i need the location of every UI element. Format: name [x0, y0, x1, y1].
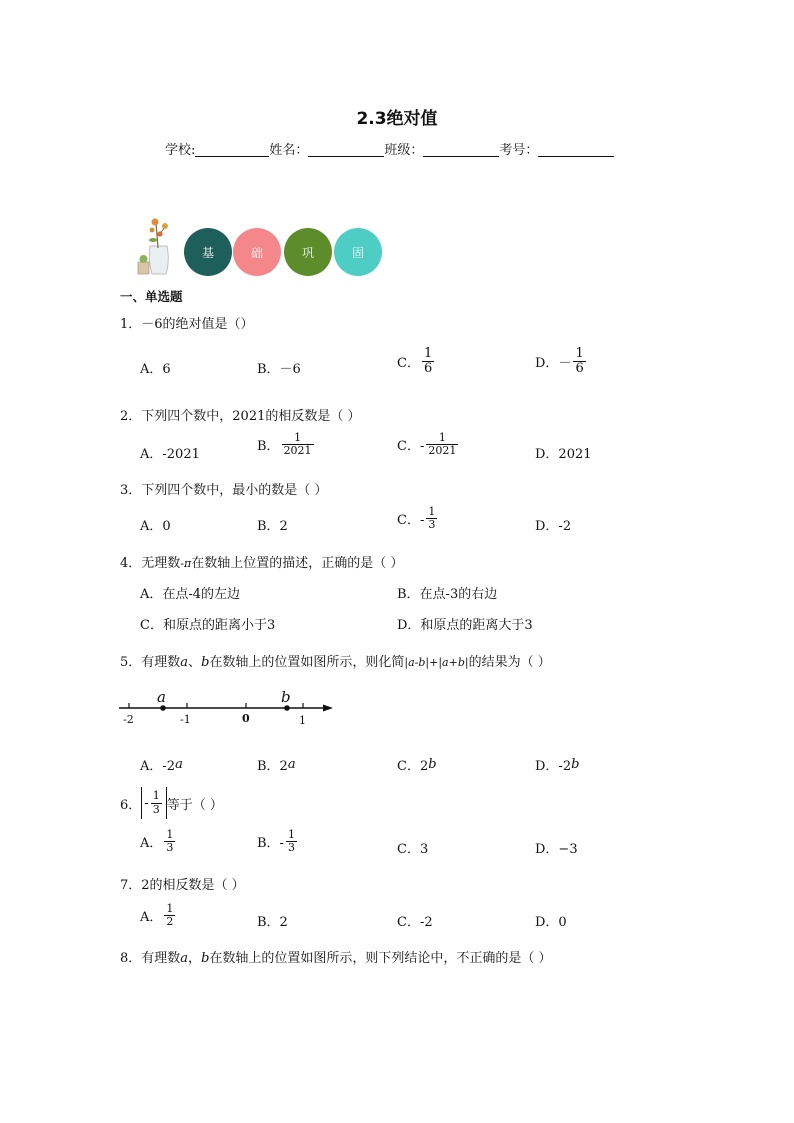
q7-option-d[interactable]: D．0 — [535, 915, 567, 930]
name-blank[interactable] — [308, 142, 384, 157]
q2-b-label: B． — [257, 439, 280, 455]
section-title: 一、单选题 — [120, 289, 183, 304]
q6-a-label: A． — [140, 836, 163, 852]
student-info-line — [165, 139, 614, 158]
q5-option-d[interactable] — [535, 755, 579, 774]
q4-option-c[interactable]: C．和原点的距离小于3 — [140, 618, 276, 633]
axis-tick-neg1: -1 — [180, 713, 191, 726]
q6-option-b[interactable] — [257, 829, 299, 854]
q1-d-label: D．－ — [535, 356, 572, 372]
q3-c-label: C．- — [397, 513, 425, 529]
q6-option-a[interactable] — [140, 829, 177, 854]
q7-a-label: A． — [140, 910, 163, 926]
q6-text-post: 等于（ ） — [166, 797, 223, 813]
q5-var-b: b — [201, 655, 210, 670]
banner-circle-4: 固 — [334, 228, 382, 276]
q2-b-fraction: $\frac{1}{2021}$ — [283, 431, 312, 458]
question-1: 1．－6的绝对值是（） — [120, 317, 254, 332]
q4-text-pre: 4．无理数 — [120, 556, 181, 571]
q3-option-b[interactable]: B．2 — [257, 519, 288, 534]
axis-point-b: b — [281, 688, 291, 706]
q4-option-b[interactable]: B．在点-3的右边 — [397, 587, 498, 602]
q6-number: 6． — [120, 797, 142, 813]
q2-option-d[interactable]: D．2021 — [535, 447, 592, 462]
q1-option-d[interactable] — [535, 347, 588, 377]
class-label: 班级： — [384, 143, 424, 158]
q6-inner-sign: - — [144, 795, 149, 811]
q6-b-fraction: $\frac{1}{3}$ — [287, 828, 295, 855]
exam-number-blank[interactable] — [538, 142, 614, 157]
banner-circle-3: 巩 — [284, 228, 332, 276]
q1-d-fraction: $\frac{1}{6}$ — [575, 346, 584, 377]
q2-option-a[interactable]: A．-2021 — [140, 447, 200, 462]
q1-c-fraction: $\frac{1}{6}$ — [423, 346, 433, 377]
q7-option-a[interactable] — [140, 903, 177, 928]
q3-c-fraction: $\frac{1}{3}$ — [428, 505, 436, 532]
question-5 — [120, 651, 551, 670]
q5-number-line — [115, 686, 340, 730]
exam-number-label: 考号： — [499, 143, 539, 158]
question-7: 7．2的相反数是（ ） — [120, 878, 245, 893]
q2-option-b[interactable] — [257, 432, 316, 457]
q6-option-d[interactable]: D．−3 — [535, 842, 578, 857]
q1-c-label: C． — [397, 356, 420, 372]
q1-option-c[interactable] — [397, 347, 436, 377]
q4-text-post: 在数轴上位置的描述，正确的是（ ） — [191, 556, 404, 571]
school-blank[interactable] — [195, 142, 269, 157]
q8-var-a: a — [180, 951, 189, 966]
question-2: 2．下列四个数中，2021的相反数是（ ） — [120, 409, 361, 424]
q5-c-var: b — [428, 757, 437, 772]
axis-tick-0: 0 — [242, 712, 250, 725]
q5-text-mid: 在数轴上的位置如图所示，则化简 — [209, 655, 405, 670]
q1-option-b[interactable]: B．－6 — [257, 362, 301, 377]
page-title: 2.3绝对值 — [356, 109, 438, 129]
q1-option-a[interactable]: A．6 — [140, 362, 171, 377]
q5-d-var: b — [571, 757, 580, 772]
q5-expression: |a-b|+|a+b| — [404, 656, 469, 669]
q8-var-b: b — [201, 951, 210, 966]
q5-a-text: A．-2 — [140, 759, 176, 774]
question-8 — [120, 947, 552, 966]
axis-point-a: a — [157, 688, 166, 706]
q8-text-post: 在数轴上的位置如图所示，则下列结论中，不正确的是（ ） — [209, 951, 552, 966]
question-4 — [120, 552, 403, 571]
axis-tick-1: 1 — [299, 714, 306, 727]
q6-option-c[interactable]: C．3 — [397, 842, 429, 857]
question-3: 3．下列四个数中，最小的数是（ ） — [120, 483, 328, 498]
q7-option-b[interactable]: B．2 — [257, 915, 288, 930]
q5-option-b[interactable] — [257, 755, 296, 774]
q5-var-a: a — [180, 655, 189, 670]
q8-sep: ， — [188, 951, 202, 966]
q5-b-var: a — [287, 757, 296, 772]
q4-option-a[interactable]: A．在点-4的左边 — [140, 587, 241, 602]
q2-c-label: C．- — [397, 439, 425, 455]
q5-sep: 、 — [188, 655, 202, 670]
question-6 — [120, 787, 223, 819]
q4-option-d[interactable]: D．和原点的距离大于3 — [397, 618, 533, 633]
class-blank[interactable] — [423, 142, 499, 157]
name-label: 姓名： — [269, 143, 309, 158]
q2-c-fraction: $\frac{1}{2021}$ — [428, 431, 457, 458]
q6-b-label: B．- — [257, 836, 284, 852]
q3-option-a[interactable]: A．0 — [140, 519, 171, 534]
banner-circle-1: 基 — [184, 228, 232, 276]
banner-circle-2: 础 — [233, 228, 281, 276]
q5-option-a[interactable] — [140, 755, 183, 774]
plant-vase-icon — [136, 216, 176, 278]
q5-text-pre: 5．有理数 — [120, 655, 181, 670]
q3-option-d[interactable]: D．-2 — [535, 519, 572, 534]
q6-absolute-value — [141, 787, 166, 819]
section-banner — [136, 216, 386, 278]
q3-option-c[interactable] — [397, 506, 439, 531]
q5-a-var: a — [175, 757, 183, 772]
q5-c-text: C．2 — [397, 759, 429, 774]
q8-text-pre: 8．有理数 — [120, 951, 181, 966]
q4-math: -π — [180, 557, 192, 570]
q2-option-c[interactable] — [397, 432, 460, 457]
q6-a-fraction: $\frac{1}{3}$ — [166, 828, 174, 855]
q6-fraction: $\frac{1}{3}$ — [152, 789, 160, 816]
school-label: 学校: — [165, 143, 196, 158]
axis-tick-neg2: -2 — [123, 713, 134, 726]
q7-a-fraction: $\frac{1}{2}$ — [166, 902, 174, 929]
q5-d-text: D．-2 — [535, 759, 572, 774]
q5-option-c[interactable] — [397, 755, 437, 774]
q5-b-text: B．2 — [257, 759, 288, 774]
q7-option-c[interactable]: C．-2 — [397, 915, 433, 930]
q5-text-post: 的结果为（ ） — [468, 655, 551, 670]
